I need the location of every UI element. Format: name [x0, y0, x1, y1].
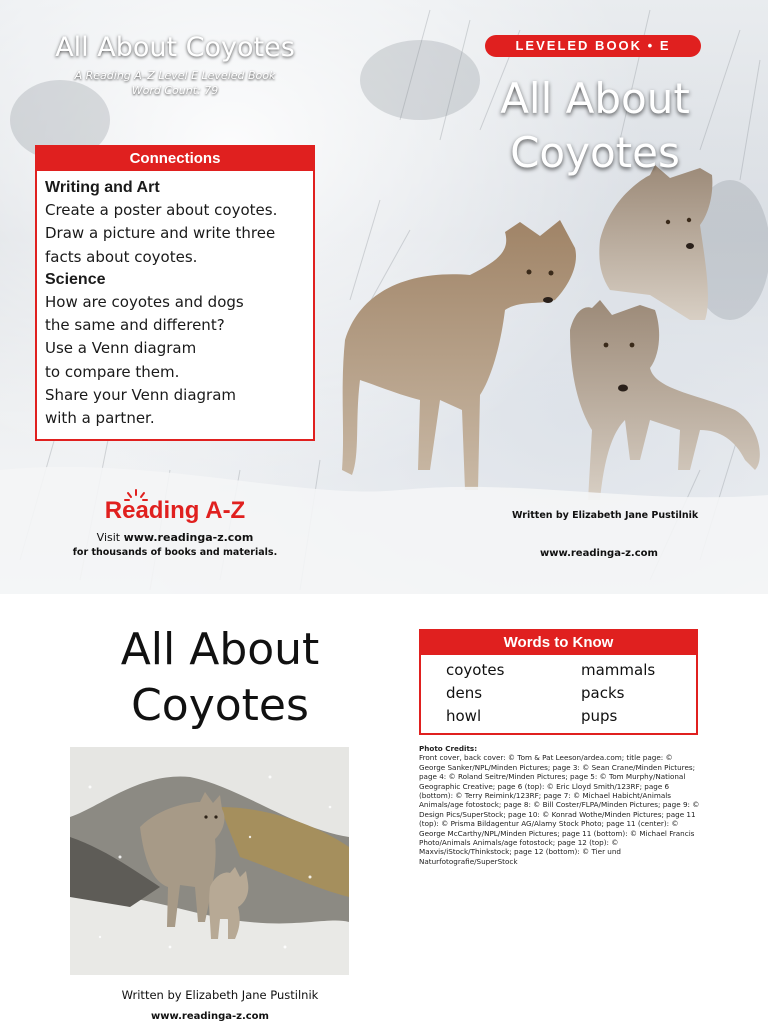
front-cover-title-line1: All About [500, 74, 690, 123]
back-cover-word-count: Word Count: 79 [131, 84, 219, 97]
title-page-title-line2: Coyotes [131, 680, 309, 731]
back-cover-title: All About Coyotes [55, 32, 295, 63]
word-item: mammals [581, 661, 656, 679]
connections-line: the same and different? [45, 316, 225, 335]
coyote-left [342, 220, 576, 490]
connections-section-title: Writing and Art [45, 179, 160, 196]
connections-line: Draw a picture and write three [45, 224, 276, 243]
title-page-author: Written by Elizabeth Jane Pustilnik [121, 988, 319, 1002]
connections-line: facts about coyotes. [45, 247, 198, 266]
photo-credits-text: Front cover, back cover: © Tom & Pat Leeson/ardea.com; title page: © George Sanker/NPL/Minden Pictures; page 3: © Sean Crane/Minden Pictures; page 4: © Roland Seitre/Minden Pictures; page 5: © Tom Murphy/National Geographic Creative; page 6 (top): © Eric Lloyd Smith/123RF; page 6 (bottom): © Terry Reimink/123RF; page 7: © Michael Habicht/Animals Animals/age fotostock; page 8: © Bill Coster/FLPA/Minden Pictures; page 9: © Design Pics/SuperStock; page 10: © Konrad Wothe/Minden Pictures; page 11 (top): © Prisma Bildagentur AG/Alamy Stock Photo; page 11 (center): © George McCarthy/NPL/Minden Pictures; page 11 (bottom): © Michael Francis Photo/Animals Animals/age fotostock; page 12 (top): © Maxvis/iStock/Thinkstock; page 12 (bottom): © Tier und Naturfotografie/SuperStock [419, 753, 700, 866]
word-item: dens [446, 684, 483, 702]
connections-section-title: Science [45, 270, 106, 288]
front-cover-author: Written by Elizabeth Jane Pustilnik [512, 510, 699, 521]
visit-line [0, 531, 350, 544]
connections-line: Create a poster about coyotes. [45, 201, 278, 219]
reading-az-logo: Reading A-Z [104, 497, 246, 524]
word-item: coyotes [446, 661, 505, 679]
connections-line: Use a Venn diagram [45, 339, 197, 358]
word-item: howl [446, 707, 482, 725]
photo-credits [419, 744, 701, 866]
connections-line: to compare them. [45, 362, 180, 381]
front-cover-url-link[interactable]: www.readinga-z.com [540, 548, 658, 559]
leveled-book-badge: LEVELED BOOK • E [485, 35, 701, 57]
word-item: packs [581, 684, 625, 702]
word-item: pups [581, 707, 618, 725]
words-to-know-box [419, 629, 698, 735]
photo-credits-heading: Photo Credits: [419, 744, 478, 753]
title-page-title-line1: All About [120, 624, 320, 675]
coyote-and-pup-photo [70, 747, 349, 975]
connections-line: with a partner. [45, 409, 155, 428]
visit-prefix: Visit [96, 531, 124, 544]
connections-line: Share your Venn diagram [45, 386, 237, 405]
front-cover-title-line2: Coyotes [510, 128, 680, 177]
title-page-url-link[interactable]: www.readinga-z.com [151, 1011, 269, 1022]
visit-line-2: for thousands of books and materials. [72, 547, 278, 558]
words-to-know-header: Words to Know [421, 631, 696, 655]
coyote-back [599, 165, 712, 320]
coyote-front [570, 300, 760, 500]
connections-line: How are coyotes and dogs [45, 292, 244, 311]
connections-header: Connections [37, 147, 313, 171]
visit-url-link[interactable]: www.readinga-z.com [123, 531, 254, 544]
back-cover-subtitle: A Reading A–Z Level E Leveled Book [74, 69, 276, 82]
connections-box [35, 145, 315, 441]
